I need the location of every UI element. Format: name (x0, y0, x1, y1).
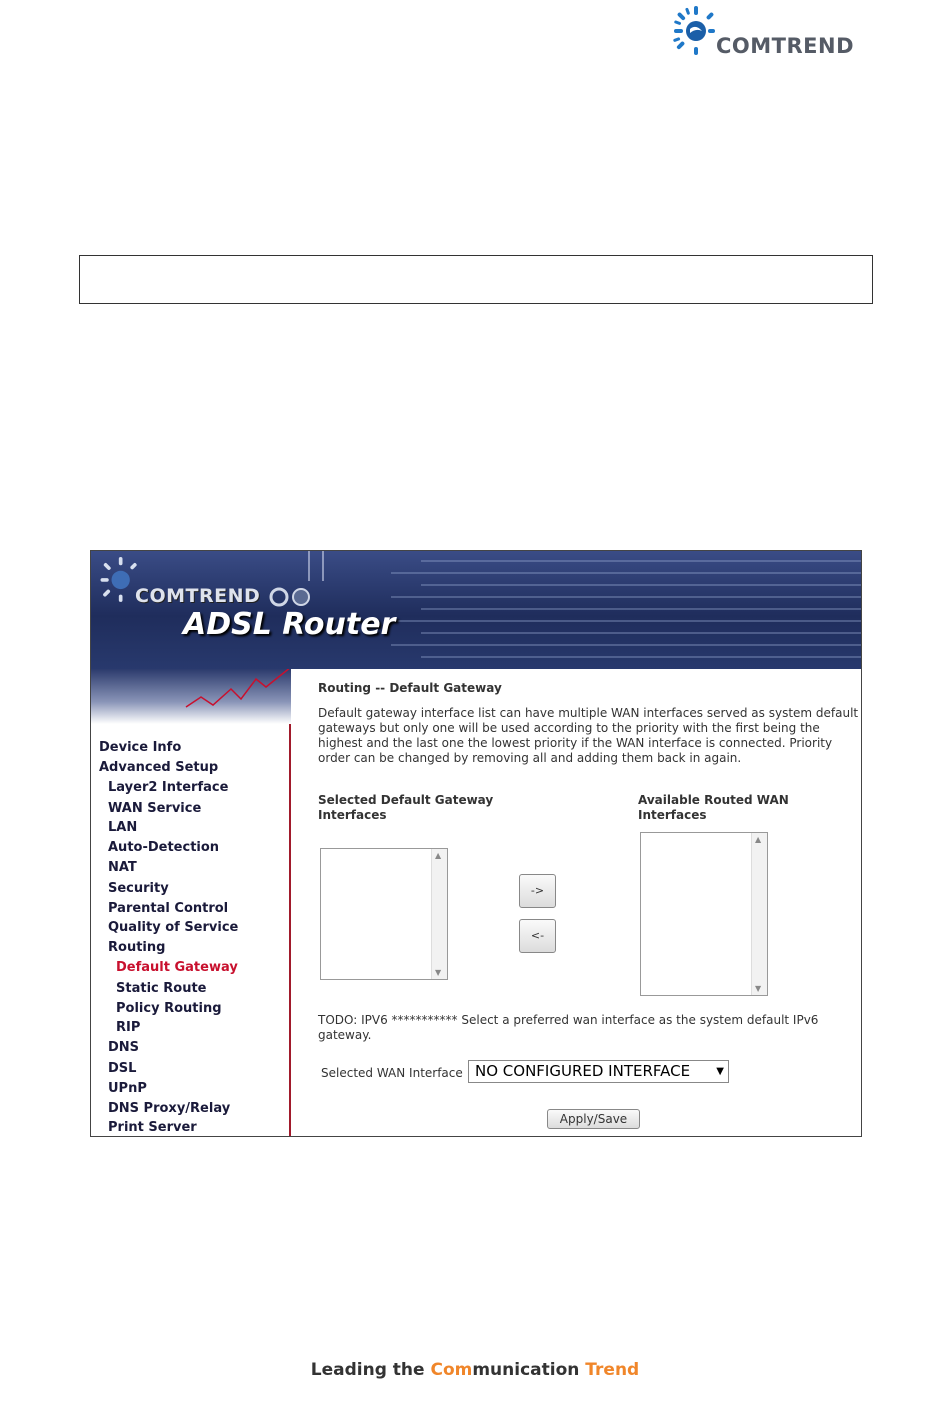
sidebar-item-device-info[interactable]: Device Info (99, 740, 182, 755)
banner-logo-icon (95, 555, 139, 603)
page-description: Default gateway interface list can have multiple WAN interfaces served as system default gateways but only one will be used according to the priority with the first being the highest and the last one the lowest priority if the WAN interface is connected. Priority order can be changed by removing all and adding them back in again. (318, 706, 859, 765)
product-title: ADSL Router (183, 607, 396, 642)
main-content (293, 669, 861, 1137)
sidebar-item-quality-of-service[interactable]: Quality of Service (108, 920, 239, 935)
comtrend-logo (668, 4, 868, 60)
add-gateway-button[interactable]: -> (519, 874, 556, 908)
available-wan-listbox[interactable] (640, 832, 768, 996)
ipv6-todo-text: TODO: IPV6 *********** Select a preferred wan interface as the system default IPv6 gateway. (318, 1013, 819, 1042)
router-ui-frame (90, 550, 862, 1137)
sidebar-item-auto-detection[interactable]: Auto-Detection (108, 840, 220, 855)
apply-save-button[interactable]: Apply/Save (547, 1109, 640, 1129)
sidebar-item-lan[interactable]: LAN (108, 820, 138, 835)
scroll-up-icon[interactable]: ▲ (755, 835, 762, 844)
wan-interface-label: Selected WAN Interface (321, 1066, 463, 1080)
wan-interface-value: NO CONFIGURED INTERFACE (475, 1062, 691, 1080)
sidebar-item-security[interactable]: Security (108, 881, 169, 896)
remove-gateway-button[interactable]: <- (519, 919, 556, 953)
sidebar-item-default-gateway[interactable]: Default Gateway (116, 960, 238, 975)
sidebar-item-rip[interactable]: RIP (116, 1020, 141, 1035)
decor-circles-icon (267, 585, 327, 609)
side-decoration (91, 669, 291, 724)
scroll-up-icon[interactable]: ▲ (435, 851, 442, 860)
wan-interface-select[interactable] (468, 1060, 729, 1083)
sidebar-item-layer2-interface[interactable]: Layer2 Interface (108, 780, 229, 795)
brand-name: COMTREND (716, 34, 855, 58)
listbox-scrollbar[interactable] (431, 849, 447, 979)
page-title: Routing -- Default Gateway (318, 681, 502, 695)
router-banner (91, 551, 861, 669)
sidebar-nav (91, 724, 291, 1137)
listbox-scrollbar[interactable] (751, 833, 767, 995)
selected-gateways-header: Selected Default Gateway Interfaces (318, 793, 494, 822)
sunburst-logo-icon (668, 4, 716, 56)
footer-tagline: Leading the Communication Trend (310, 1360, 640, 1380)
sidebar-item-upnp[interactable]: UPnP (108, 1081, 147, 1096)
sidebar-item-routing[interactable]: Routing (108, 940, 166, 955)
sidebar-item-wan-service[interactable]: WAN Service (108, 801, 202, 816)
sidebar-item-print-server[interactable]: Print Server (108, 1120, 197, 1135)
available-wan-header: Available Routed WAN Interfaces (638, 793, 789, 822)
note-box (79, 255, 873, 304)
sidebar-item-nat[interactable]: NAT (108, 860, 137, 875)
sidebar-item-advanced-setup[interactable]: Advanced Setup (99, 760, 219, 775)
sidebar-item-dns-proxy-relay[interactable]: DNS Proxy/Relay (108, 1101, 231, 1116)
sidebar-item-dns[interactable]: DNS (108, 1040, 140, 1055)
sidebar-item-parental-control[interactable]: Parental Control (108, 901, 229, 916)
sidebar-item-dsl[interactable]: DSL (108, 1061, 137, 1076)
sidebar-item-static-route[interactable]: Static Route (116, 981, 207, 996)
chevron-down-icon[interactable]: ▼ (716, 1066, 724, 1077)
banner-brand: COMTREND (135, 585, 261, 607)
selected-gateways-listbox[interactable] (320, 848, 448, 980)
scroll-down-icon[interactable]: ▼ (435, 968, 442, 977)
scroll-down-icon[interactable]: ▼ (755, 984, 762, 993)
sidebar-item-policy-routing[interactable]: Policy Routing (116, 1001, 222, 1016)
